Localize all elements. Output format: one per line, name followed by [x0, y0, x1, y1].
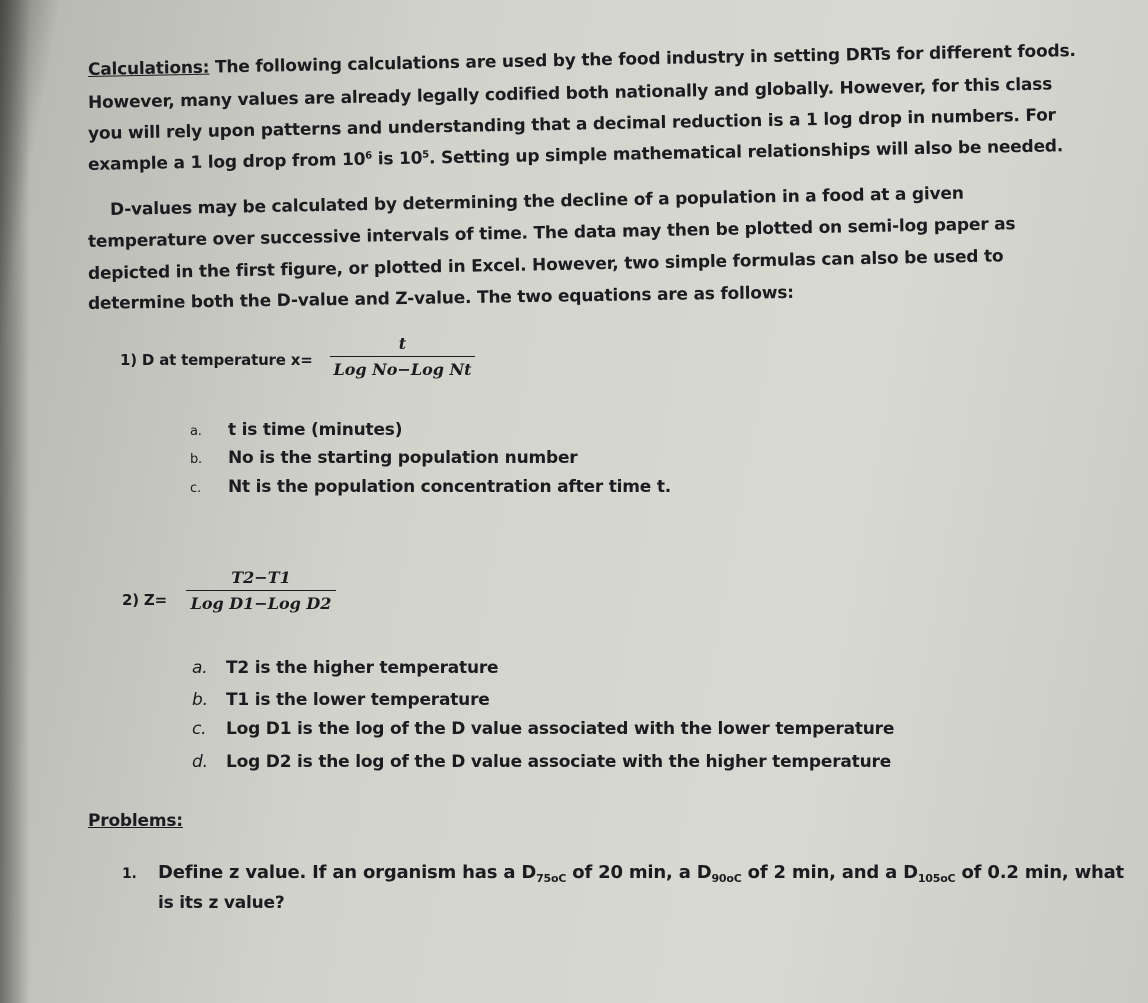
- eq1-fraction: [330, 334, 475, 379]
- intro-line-2: However, many values are already legally codified both nationally and globally. However, for this class: [87, 74, 1053, 113]
- dvalues-line-4: determine both the D-value and Z-value. The two equations are as follows:: [87, 282, 794, 314]
- calculations-heading: Calculations:: [87, 57, 210, 80]
- eq1-label: 1) D at temperature x=: [120, 351, 313, 369]
- eq1-numerator: t: [398, 334, 407, 353]
- dvalues-line-3: depicted in the first figure, or plotted in Excel. However, two simple formulas can also be used to: [87, 246, 1004, 284]
- eq2-denominator: Log D1−Log D2: [190, 594, 332, 613]
- eq1-item-c: c. Nt is the population concentration after time t.: [190, 477, 672, 497]
- dvalues-line-1: D-values may be calculated by determining the decline of a population in a food at a given: [109, 183, 964, 220]
- intro-line-4: example a 1 log drop from $10^6$ is $10^5$. Setting up simple mathematical relationships will also be needed.: [87, 136, 1064, 175]
- page-shadow: [0, 0, 30, 1003]
- eq2-fraction: [186, 568, 336, 613]
- eq2-numerator: T2−T1: [231, 568, 291, 587]
- intro-line-3: you will rely upon patterns and understanding that a decimal reduction is a 1 log drop in numbers. For: [87, 105, 1056, 144]
- problem-1-line-1: 1. Define z value. If an organism has a $D_{75oC}$ of 20 min, a $D_{90oC}$ of 2 min, and a $D_{105oC}$ of 0.2 min, what: [122, 862, 1124, 885]
- eq1-item-a: a. t is time (minutes): [190, 420, 403, 440]
- eq2-item-c: c. Log D1 is the log of the D value associated with the lower temperature: [192, 719, 895, 739]
- eq2-item-a: a. T2 is the higher temperature: [192, 658, 499, 678]
- eq2-fraction-bar: [186, 590, 336, 591]
- dvalues-line-2: temperature over successive intervals of time. The data may then be plotted on semi-log paper as: [87, 214, 1016, 252]
- eq2-item-b: b. T1 is the lower temperature: [192, 690, 490, 710]
- eq2-label: 2) Z=: [122, 591, 167, 609]
- eq2-item-d: d. Log D2 is the log of the D value associate with the higher temperature: [192, 752, 892, 772]
- eq1-fraction-bar: [330, 356, 475, 357]
- problem-1-line-2: is its z value?: [158, 893, 285, 913]
- eq1-denominator: Log No−Log Nt: [333, 360, 472, 379]
- problems-heading: Problems:: [88, 811, 183, 831]
- eq1-item-b: b. No is the starting population number: [190, 448, 578, 468]
- intro-line-1: Calculations: The following calculations are used by the food industry in setting DRTs for different foods.: [87, 41, 1076, 80]
